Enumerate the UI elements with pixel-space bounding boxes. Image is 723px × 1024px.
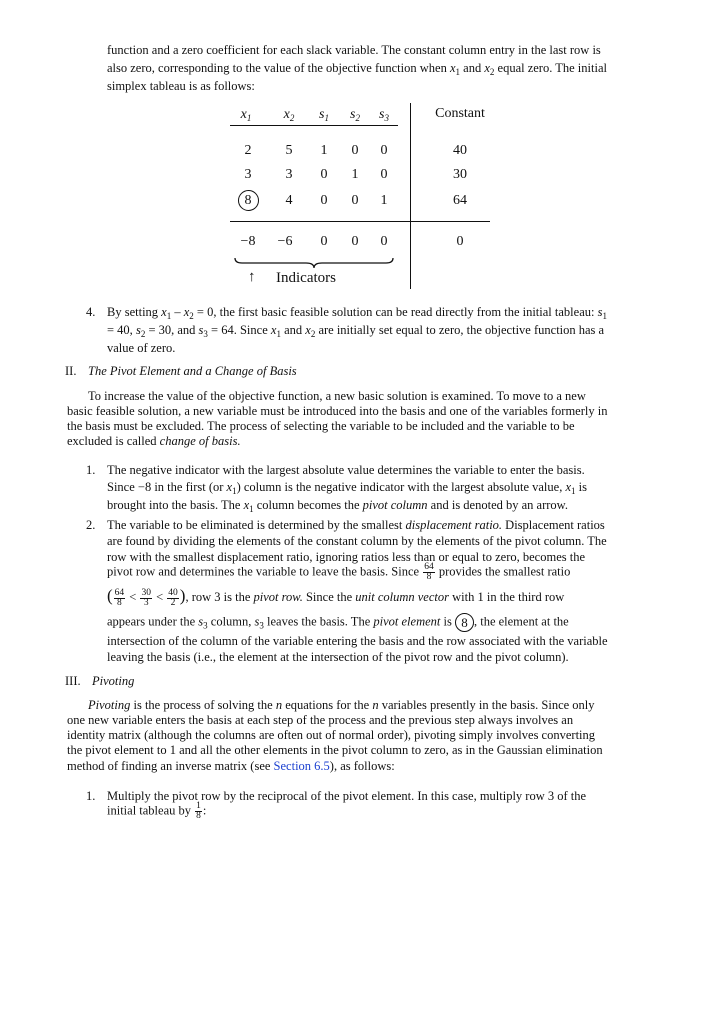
s3-item1-line-2: initial tableau by $\frac{1}{8}$ : bbox=[107, 801, 207, 821]
indicator-const: 0 bbox=[456, 234, 464, 249]
indicator-c2: −6 bbox=[277, 234, 293, 249]
cell-r2-c1: 3 bbox=[244, 167, 252, 182]
header-constant: Constant bbox=[435, 106, 485, 121]
cell-r3-c1-pivot: 8 bbox=[233, 190, 263, 211]
item4-line-3: value of zero. bbox=[107, 341, 176, 355]
header-x1: $x_1$ bbox=[240, 107, 252, 123]
s2-item2-line-8: leaving the basis (i.e., the element at the intersection of the pivot row and the pivot column). bbox=[107, 650, 569, 664]
intro-line-2: also zero, corresponding to the value of the objective function when $x_1$ and $x_2$ equal zero. The initial bbox=[107, 61, 607, 77]
cell-r2-c5: 0 bbox=[380, 167, 388, 182]
cell-r2-c4: 1 bbox=[351, 167, 359, 182]
s2-item2-number: 2. bbox=[86, 518, 96, 532]
cell-r3-const: 64 bbox=[453, 193, 467, 208]
section3-title: Pivoting bbox=[92, 674, 135, 688]
section3-number: III. bbox=[65, 674, 81, 688]
intro-line-1: function and a zero coefficient for each slack variable. The constant column entry in the last row is bbox=[107, 43, 601, 57]
section2-para-line-1: To increase the value of the objective function, a new basic solution is examined. To move to a new bbox=[88, 389, 586, 403]
cell-r1-const: 40 bbox=[453, 143, 467, 158]
s2-item1-line-1: The negative indicator with the largest absolute value determines the variable to enter the basis. bbox=[107, 463, 585, 477]
indicator-c5: 0 bbox=[380, 234, 388, 249]
cell-r1-c4: 0 bbox=[351, 143, 359, 158]
s2-item2-line-4: pivot row and determines the variable to leave the basis. Since $\frac{64}{8}$ provides the smallest ratio bbox=[107, 562, 571, 582]
s3-item1-number: 1. bbox=[86, 789, 96, 803]
s3-item1-line-1: Multiply the pivot row by the reciprocal of the pivot element. In this case, multiply row 3 of the bbox=[107, 789, 587, 803]
section3-para-line-1: Pivoting is the process of solving the n equations for the n variables presently in the basis. Since only bbox=[88, 698, 595, 712]
section3-para-line-4: the pivot element to 1 and all the other elements in the pivot column to zero, as in the Gaussian elimination bbox=[67, 743, 603, 757]
cell-r1-c2: 5 bbox=[285, 143, 293, 158]
s2-item2-line-6: appears under the $s_3$ column, $s_3$ leaves the basis. The pivot element is 8 , the element at the bbox=[107, 614, 569, 631]
section2-para-line-4: excluded is called change of basis. bbox=[67, 434, 241, 448]
s2-item1-line-3: brought into the basis. The $x_1$ column becomes the pivot column and is denoted by an arrow. bbox=[107, 498, 569, 514]
indicators-label: Indicators bbox=[276, 270, 336, 286]
s2-item2-line-7: intersection of the column of the variable entering the basis and the row associated with the variable bbox=[107, 634, 608, 648]
cell-r2-c2: 3 bbox=[285, 167, 293, 182]
section3-para-line-2: one new variable enters the basis at each step of the process and the previous step always involves an bbox=[67, 713, 574, 727]
header-s2: $s_2$ bbox=[350, 107, 360, 123]
s2-item2-line-1: The variable to be eliminated is determined by the smallest displacement ratio. Displacement ratios bbox=[107, 518, 605, 532]
cell-r1-c5: 0 bbox=[380, 143, 388, 158]
item4-line-1: By setting $x_1 - x_2 = 0$, the first basic feasible solution can be read directly from the initial tableau: $s_1$ bbox=[107, 305, 607, 321]
up-arrow-icon: ↑ bbox=[248, 269, 256, 285]
intro-line-3: simplex tableau is as follows: bbox=[107, 79, 255, 93]
indicator-c4: 0 bbox=[351, 234, 359, 249]
section2-para-line-3: the basis must be excluded. The process of selecting the variable to be included and the variable to be bbox=[67, 419, 575, 433]
indicator-c3: 0 bbox=[320, 234, 328, 249]
item4-number: 4. bbox=[86, 305, 96, 319]
s2-item2-line-5: ( $\frac{64}{8}$ < $\frac{30}{3}$ < $\frac{40}{2}$ ), row 3 is the pivot row. Since the unit column vector with 1 in the third row bbox=[107, 586, 565, 608]
simplex-tableau bbox=[230, 103, 495, 293]
cell-r2-c3: 0 bbox=[320, 167, 328, 182]
s2-item1-number: 1. bbox=[86, 463, 96, 477]
s2-item2-line-2: are found by dividing the elements of the constant column by the elements of the pivot column. The bbox=[107, 534, 607, 548]
section2-title: The Pivot Element and a Change of Basis bbox=[88, 364, 297, 378]
cell-r2-const: 30 bbox=[453, 167, 467, 182]
section2-number: II. bbox=[65, 364, 77, 378]
s2-item2-line-3: row with the smallest displacement ratio, ignoring ratios less than or equal to zero, becomes the bbox=[107, 550, 585, 564]
cell-r1-c3: 1 bbox=[320, 143, 328, 158]
s2-item1-line-2: Since −8 in the first (or $x_1$) column is the negative indicator with the largest absolute value, $x_1$ is bbox=[107, 480, 587, 496]
fraction-1-over-8: $\frac{1}{8}$ bbox=[196, 801, 201, 821]
cell-r3-c2: 4 bbox=[285, 193, 293, 208]
pivot-element-circle: 8 bbox=[455, 613, 474, 632]
cell-r3-c5: 1 bbox=[380, 193, 388, 208]
header-s1: $s_1$ bbox=[319, 107, 329, 123]
item4-line-2: = 40, $s_2 = 30$, and $s_3 = 64$. Since $x_1$ and $x_2$ are initially set equal to zero, the objective function has a bbox=[107, 323, 605, 339]
section3-para-line-5: method of finding an inverse matrix (see Section 6.5), as follows: bbox=[67, 759, 395, 773]
indicator-c1: −8 bbox=[240, 234, 256, 249]
header-x2: $x_2$ bbox=[283, 107, 295, 123]
cell-r1-c1: 2 bbox=[244, 143, 252, 158]
header-s3: $s_3$ bbox=[379, 107, 389, 123]
cell-r3-c4: 0 bbox=[351, 193, 359, 208]
section2-para-line-2: basic feasible solution, a new variable must be introduced into the basis and one of the variables formerly in bbox=[67, 404, 608, 418]
section3-para-line-3: identity matrix (although the columns are often out of normal order), pivoting simply involves converting bbox=[67, 728, 596, 742]
fraction-64-over-8: $\frac{64}{8}$ bbox=[424, 562, 434, 582]
indicators-brace bbox=[234, 257, 394, 269]
cell-r3-c3: 0 bbox=[320, 193, 328, 208]
section-6-5-link[interactable]: Section 6.5 bbox=[273, 759, 330, 773]
